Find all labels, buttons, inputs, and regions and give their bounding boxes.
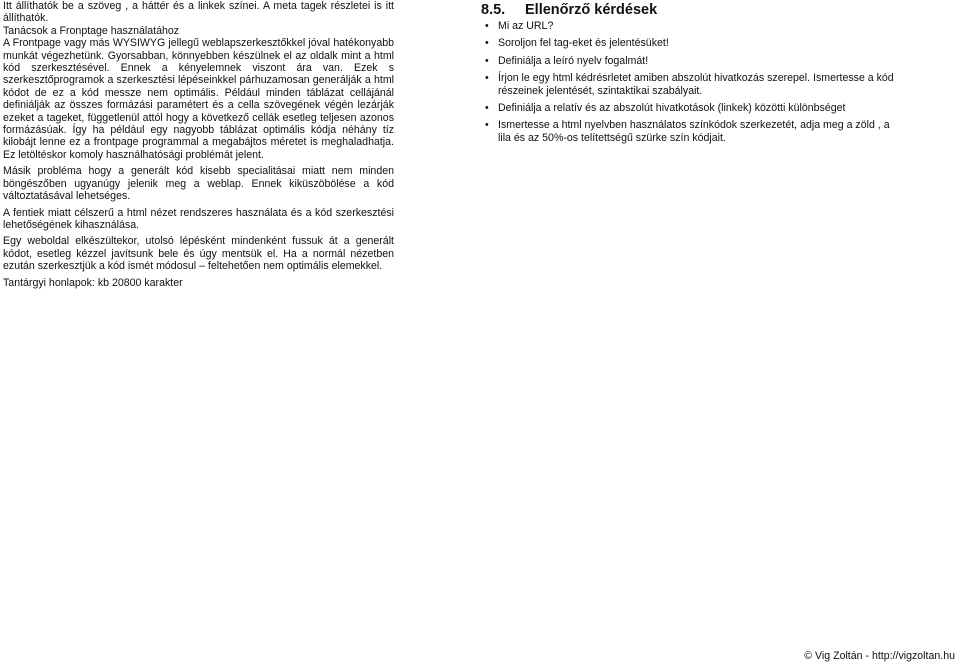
section-title: Ellenőrző kérdések — [525, 2, 658, 18]
question-text: Soroljon fel tag-eket és jelentésüket! — [498, 37, 669, 50]
bullet-icon: • — [485, 102, 489, 115]
bullet-icon: • — [485, 119, 489, 132]
paragraph-html-view-usage: A fentiek miatt célszerű a html nézet rendszeres használata és a kód szerkesztési lehetőségének kihasználása. — [3, 206, 394, 231]
body-text-column — [3, 0, 394, 289]
question-item — [481, 119, 901, 144]
question-item — [481, 37, 901, 49]
question-text: Ismertesse a html nyelvben használatos színkódok szerkezetét, adja meg a zöld , a lila és az 50%-os telítettségű szürke szín kódjait. — [498, 119, 890, 144]
page-footer: © Vig Zoltán - http://vigzoltan.hu — [804, 650, 955, 662]
bullet-icon: • — [485, 20, 489, 32]
bullet-icon: • — [485, 37, 489, 50]
bullet-icon: • — [485, 72, 489, 85]
paragraph-browser-compatibility: Másik probléma hogy a generált kód kisebb specialitásai miatt nem minden böngészőben ugyanúgy jelenik meg a weblap. Ennek kiküszöbölése a kód változtatásával lehetséges. — [3, 165, 394, 203]
section-heading — [481, 2, 901, 18]
paragraph-frontpage-efficiency: A Frontpage vagy más WYSIWYG jellegű weblapszerkesztőkkel jóval hatékonyabb munkát végezhetünk. Gyorsabban, könnyebben készülnek el az oldalk mint a html kód szerkesztésével. Ennek a kényelemnek viszont ára van. Ezek s szerkesztőprogramok a szerkesztési lépéseinkkel párhuzamosan generálják a html kódot de ez a kód messze nem optimális. Például minden táblázat cellájánál definiálják az összes formázási paramétert és a cella szövegének végén lezárják ezeket a tageket, függetlenül attól hogy a következő cellák esetleg teljesen azonos formázásúak. Így ha például egy nagyobb táblázat optimális kódja néhány tíz kilobájt lenne ez a frontpage programmal a megabájtos méretet is meghaladhatja. Ez letöltéskor komoly használhatósági problémát jelent. — [3, 37, 394, 161]
review-questions-section — [481, 2, 901, 149]
paragraph-character-count: Tantárgyi honlapok: kb 20800 karakter — [3, 276, 183, 289]
section-number: 8.5. — [481, 2, 506, 18]
question-item — [481, 102, 901, 114]
question-item — [481, 20, 901, 32]
paragraph-color-settings: Itt állíthatók be a szöveg , a háttér és a linkek színei. A meta tagek részletei is itt állíthatók. — [3, 0, 394, 25]
question-text: Mi az URL? — [498, 20, 554, 32]
question-item — [481, 72, 901, 97]
paragraph-frontpage-tips-heading: Tanácsok a Fronptage használatához — [3, 24, 180, 37]
question-list — [481, 20, 901, 144]
bullet-icon: • — [485, 54, 489, 67]
question-text: Írjon le egy html kédrésrletet amiben abszolút hivatkozás szerepel. Ismertesse a kód részeinek jelentését, szintaktikai szabályait. — [498, 72, 894, 97]
paragraph-review-generated-code: Egy weboldal elkészültekor, utolsó lépésként mindenként fussuk át a generált kódot, esetleg kézzel javítsunk bele és úgy mentsük el. Ha a normál nézetben ezután szerkesztjük a kód ismét módosul – feltehetően nem optimális elemekkel. — [3, 235, 394, 273]
question-text: Definiálja a leíró nyelv fogalmát! — [498, 54, 649, 67]
question-text: Definiálja a relatív és az abszolút hivatkotások (linkek) közötti különbséget — [498, 102, 846, 115]
question-item — [481, 55, 901, 67]
